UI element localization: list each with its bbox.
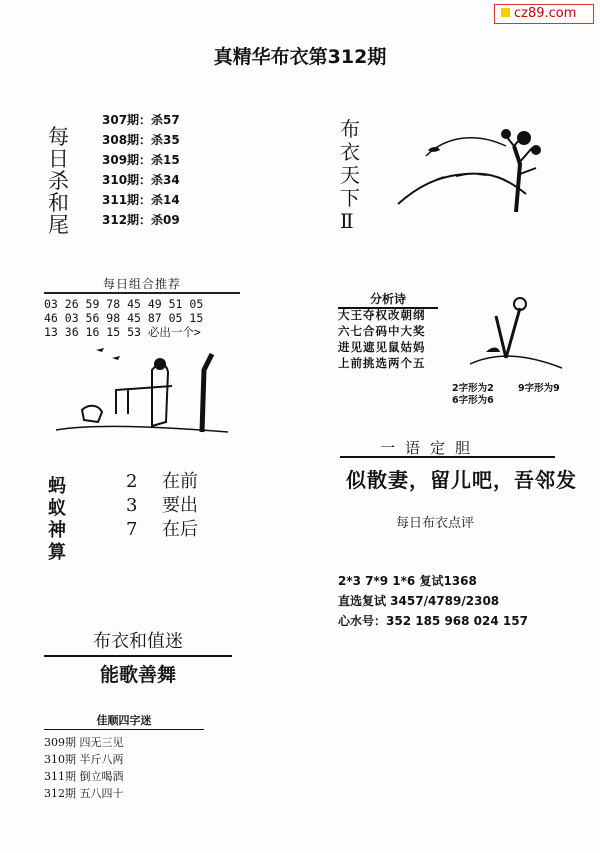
- vertical-char: 蚁: [48, 498, 66, 519]
- list-item: 308期：杀35: [102, 133, 180, 147]
- daily-kill-label: [48, 126, 72, 236]
- divider: [340, 456, 555, 458]
- vertical-char: Ⅱ: [340, 209, 354, 233]
- combo-title: 每日组合推荐: [44, 275, 240, 294]
- list-item: 7 在后: [126, 519, 198, 540]
- number-line: 心水号：352 185 968 024 157: [338, 614, 528, 628]
- form-note: 6字形为6: [452, 395, 494, 406]
- page-title: 真精华布衣第312期: [213, 46, 387, 68]
- combo-row: 46 03 56 98 45 87 05 15: [44, 311, 204, 325]
- list-item: 309期：杀15: [102, 153, 180, 167]
- vertical-char: 布: [340, 117, 360, 141]
- list-item: 312期：杀09: [102, 213, 180, 227]
- combo-recommendation: [44, 275, 240, 339]
- mantis-list: [126, 470, 198, 542]
- list-item: 3 要出: [126, 495, 198, 516]
- daily-kill-list: [102, 110, 180, 230]
- vertical-char: 日: [48, 147, 69, 171]
- combo-row: 03 26 59 78 45 49 51 05: [44, 297, 204, 311]
- combo-row: 13 36 16 15 53 必出一个>: [44, 325, 201, 339]
- poem-title: 分析诗: [338, 290, 438, 309]
- mantis-label: [48, 476, 70, 564]
- vertical-char: 天: [340, 163, 360, 187]
- vertical-char: 衣: [340, 140, 360, 164]
- vertical-char: 每: [48, 125, 69, 149]
- vertical-char: 下: [340, 186, 360, 210]
- landscape-illustration: [396, 124, 556, 216]
- form-note: 2字形为2: [452, 383, 494, 394]
- four-char-riddle: [44, 712, 204, 802]
- fixed-numbers: [338, 571, 528, 631]
- list-item: 310期 半斤八两: [44, 753, 124, 766]
- site-watermark: cz89.com: [494, 4, 594, 24]
- buyi-tianxia-title: [340, 118, 364, 233]
- poem-line: 六七合码中大奖: [338, 324, 426, 338]
- number-line: 直选复试 3457/4789/2308: [338, 594, 500, 608]
- daily-comment-label: 每日布衣点评: [396, 516, 475, 531]
- riddle-title: 布衣和值迷: [44, 627, 232, 657]
- vertical-char: 蚂: [48, 476, 66, 497]
- figure-illustration: [52, 340, 232, 440]
- four-title: 佳顺四字迷: [44, 712, 204, 730]
- list-item: 311期：杀14: [102, 193, 180, 207]
- analysis-poem: [338, 307, 426, 371]
- poem-line: 上前挑选两个五: [338, 356, 426, 370]
- sum-riddle: [44, 627, 232, 687]
- logo-square-icon: [501, 8, 510, 17]
- number-line: 2*3 7*9 1*6 复试1368: [338, 574, 477, 588]
- yiyu-label: 一语定胆: [380, 439, 481, 457]
- poem-line: 进见遮见鼠姑妈: [338, 340, 426, 354]
- list-item: 2 在前: [126, 471, 198, 492]
- vertical-char: 神: [48, 520, 66, 541]
- riddle-answer: 能歌善舞: [99, 664, 176, 686]
- list-item: 307期：杀57: [102, 113, 180, 127]
- vertical-char: 尾: [48, 213, 69, 237]
- yiyu-text: 似散妻，留儿吧，吾邻发: [346, 468, 577, 492]
- poem-line: 大王夺权改朝纲: [338, 308, 426, 322]
- vertical-char: 算: [48, 542, 66, 563]
- list-item: 311期 倒立喝酒: [44, 770, 124, 783]
- list-item: 309期 四无三见: [44, 736, 124, 749]
- vertical-char: 杀: [48, 169, 69, 193]
- list-item: 312期 五八四十: [44, 787, 124, 800]
- plant-illustration: [466, 292, 566, 374]
- form-note: 9字形为9: [518, 383, 560, 394]
- list-item: 310期：杀34: [102, 173, 180, 187]
- vertical-char: 和: [48, 191, 69, 215]
